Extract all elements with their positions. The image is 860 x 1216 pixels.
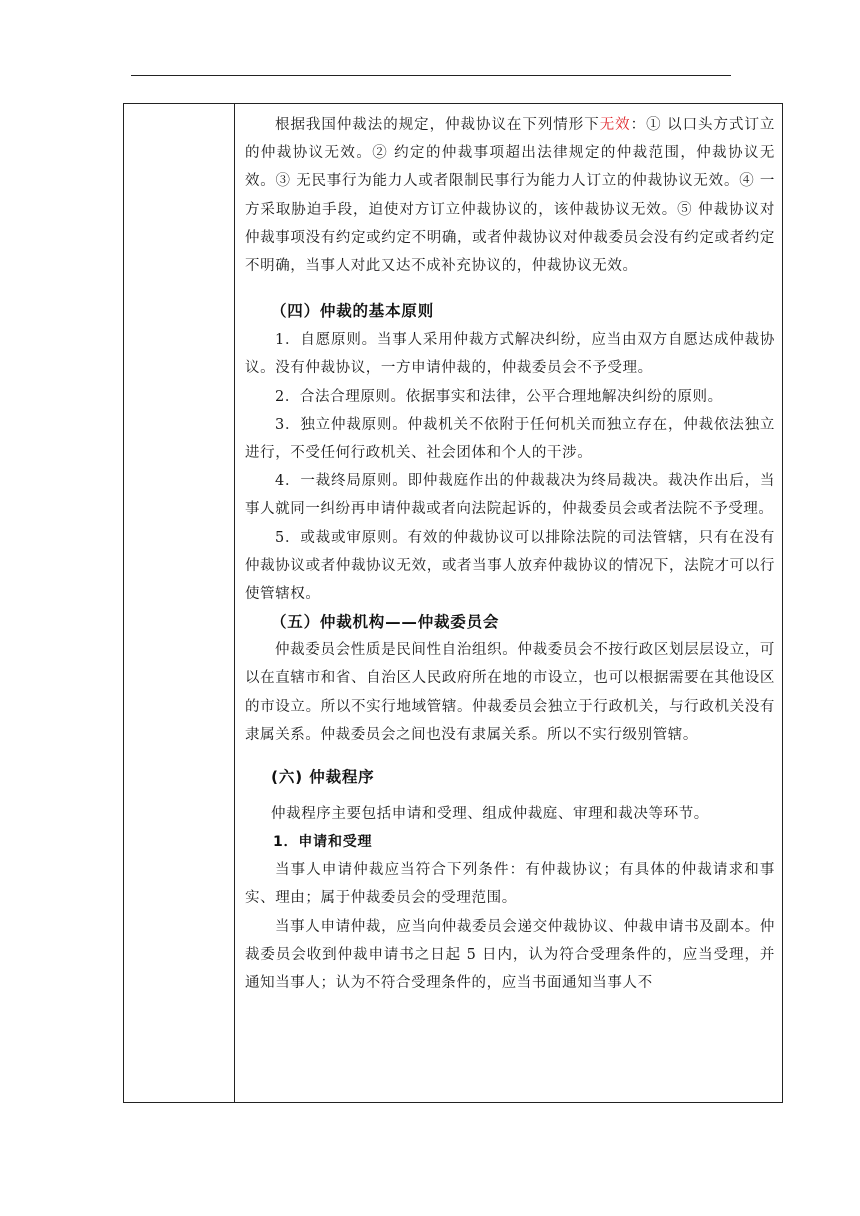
- principle-paragraph: 1．自愿原则。当事人采用仲裁方式解决纠纷，应当由双方自愿达成仲裁协议。没有仲裁协议，一方申请仲裁的，仲裁委员会不予受理。: [245, 332, 775, 377]
- table-left-cell: [124, 104, 235, 1102]
- highlight-invalid: 无效: [599, 117, 631, 133]
- principle-paragraph: 5．或裁或审原则。有效的仲裁协议可以排除法院的司法管辖，只有在没有仲裁协议或者仲裁协议无效，或者当事人放弃仲裁协议的情况下，法院才可以行使管辖权。: [245, 529, 775, 603]
- procedure-intro: 仲裁程序主要包括申请和受理、组成仲裁庭、审理和裁决等环节。: [271, 806, 709, 823]
- intro-text-start: 根据我国仲裁法的规定，仲裁协议在下列情形下: [275, 117, 600, 133]
- principle-paragraph: 2．合法合理原则。依据事实和法律，公平合理地解决纠纷的原则。: [275, 388, 723, 405]
- application-paragraph: 当事人申请仲裁，应当向仲裁委员会递交仲裁协议、仲裁申请书及副本。仲裁委员会收到仲裁申请书之日起 5 日内，认为符合受理条件的，应当受理，并通知当事人；认为不符合受理条件的，应当书面通知当事人不: [245, 918, 775, 992]
- intro-paragraph: [245, 111, 775, 280]
- content-table: [123, 103, 783, 1103]
- section-heading-procedure: (六) 仲裁程序: [271, 768, 375, 787]
- principle-paragraph: 4．一裁终局原则。即仲裁庭作出的仲裁裁决为终局裁决。裁决作出后，当事人就同一纠纷再申请仲裁或者向法院起诉的，仲裁委员会或者法院不予受理。: [245, 473, 775, 518]
- application-paragraph: 当事人申请仲裁应当符合下列条件：有仲裁协议；有具体的仲裁请求和事实、理由；属于仲裁委员会的受理范围。: [245, 862, 775, 907]
- intro-text-rest: ：① 以口头方式订立的仲裁协议无效。② 约定的仲裁事项超出法律规定的仲裁范围，仲裁协议无效。③ 无民事行为能力人或者限制民事行为能力人订立的仲裁协议无效。④ 一方采取胁迫手段，迫使对方订立仲裁协议的，该仲裁协议无效。⑤ 仲裁协议对仲裁事项没有约定或约定不明确，或者仲裁协议对仲裁委员会没有约定或者约定不明确，当事人对此又达不成补充协议的，仲裁协议无效。: [245, 117, 776, 275]
- table-content-cell: [245, 104, 775, 997]
- header-rule: [131, 75, 731, 76]
- section-heading-institution: （五）仲裁机构——仲裁委员会: [271, 613, 500, 632]
- principle-paragraph: 3．独立仲裁原则。仲裁机关不依附于任何机关而独立存在，仲裁依法独立进行，不受任何行政机关、社会团体和个人的干涉。: [245, 416, 775, 462]
- sub-heading-application: 1．申请和受理: [273, 834, 373, 851]
- section-heading-principles: （四）仲裁的基本原则: [271, 302, 435, 321]
- institution-paragraph: 仲裁委员会性质是民间性自治组织。仲裁委员会不按行政区划层层设立，可以在直辖市和省、自治区人民政府所在地的市设立，也可以根据需要在其他设区的市设立。所以不实行地域管辖。仲裁委员会独立于行政机关，与行政机关没有隶属关系。仲裁委员会之间也没有隶属关系。所以不实行级别管辖。: [245, 642, 775, 743]
